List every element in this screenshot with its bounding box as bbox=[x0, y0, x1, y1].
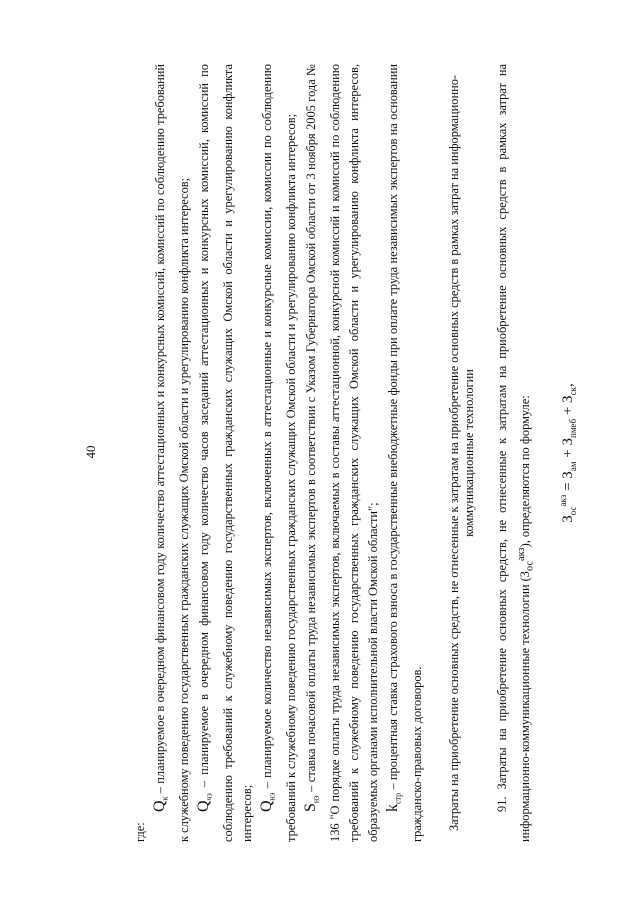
formula-term: З bbox=[560, 471, 577, 479]
formula bbox=[554, 64, 583, 842]
definition-qchz bbox=[194, 64, 257, 842]
symbol: S bbox=[302, 803, 320, 812]
formula-superscript: акз bbox=[558, 494, 569, 507]
formula-lhs: З bbox=[560, 515, 577, 523]
symbol-subscript: ос bbox=[524, 560, 536, 571]
formula-equals: = bbox=[560, 478, 577, 495]
definition-qne bbox=[257, 64, 301, 842]
formula-subscript: ос bbox=[568, 506, 579, 516]
paragraph-text: ), определяются по формуле: bbox=[518, 395, 533, 548]
definition-text: – процентная ставка страхового взноса в государственные внебюджетные фонды при оплате труда независимых экспертов на основании гражданско-правовых договоров. bbox=[386, 64, 424, 842]
symbol-subscript: стр bbox=[393, 792, 403, 804]
formula-subscript: ам bbox=[568, 461, 579, 472]
definition-text: – ставка почасовой оплаты труда независимых экспертов в соответствии с Указом Губернатора Омской области от 3 ноября 2005 года № 136 "О порядке оплаты труда независимых экспертов, включаемых в составы аттестационной, конкурсной комиссий и комиссий по соблюдению требований к служебному поведению государственных гражданских служащих Омской области и урегулированию конфликта интересов, образуемых органами исполнительной власти Омской области"; bbox=[304, 64, 381, 842]
symbol-subscript: чз bbox=[204, 793, 214, 801]
symbol: З bbox=[518, 570, 533, 578]
paragraph-text: 91. Затраты на приобретение основных средств, не отнесенные к затратам на приобретение основных средств в рамках затрат на информационно-коммуникационные технологии ( bbox=[495, 64, 533, 842]
formula-end: , bbox=[560, 383, 577, 388]
symbol-subscript: к bbox=[160, 796, 170, 801]
definition-qk bbox=[150, 64, 194, 842]
symbol: Q bbox=[258, 800, 276, 812]
definition-kstr bbox=[383, 64, 427, 842]
formula-term: З bbox=[560, 395, 577, 403]
definition-text: – планируемое в очередном финансовом году количество аттестационных и конкурсных комиссий, комиссий по соблюдению требований к служебному поведению государственных гражданских служащих Омской области и урегулированию конфликта интересов; bbox=[153, 64, 191, 842]
formula-subscript: ск bbox=[568, 387, 579, 396]
formula-term: З bbox=[560, 438, 577, 446]
symbol: Q bbox=[151, 800, 169, 812]
symbol: k bbox=[384, 804, 402, 812]
intro-text: где: bbox=[133, 822, 147, 842]
symbol-subscript: нэ bbox=[311, 795, 321, 804]
paragraph-91 bbox=[493, 64, 540, 842]
formula-plus: + bbox=[560, 402, 577, 419]
symbol: Q bbox=[195, 800, 213, 812]
body-text bbox=[131, 64, 583, 842]
page-number: 40 bbox=[83, 445, 98, 459]
symbol-superscript: акз bbox=[516, 547, 528, 561]
symbol-subscript: нэ bbox=[267, 792, 277, 801]
section-heading: Затраты на приобретение основных средств, не отнесенные к затратам на приобретение основных средств в рамках затрат на информационно-коммуникационные технологии bbox=[447, 74, 477, 832]
rotated-content bbox=[65, 52, 579, 852]
definition-text: – планируемое в очередном финансовом году количество часов заседаний аттестационных и конкурсных комиссий, комиссий по соблюдению требований к служебному поведению государственных гражданских служащих Омской области и урегулированию конфликта интересов; bbox=[197, 64, 254, 842]
definition-text: – планируемое количество независимых экспертов, включенных в аттестационные и конкурсные комиссии, комиссии по соблюдению требований к служебному поведению государственных гражданских служащих Омской области и урегулированию конфликта интересов; bbox=[260, 64, 298, 842]
formula-subscript: пмеб bbox=[568, 418, 579, 438]
definition-sne bbox=[301, 64, 383, 842]
formula-plus: + bbox=[560, 445, 577, 462]
